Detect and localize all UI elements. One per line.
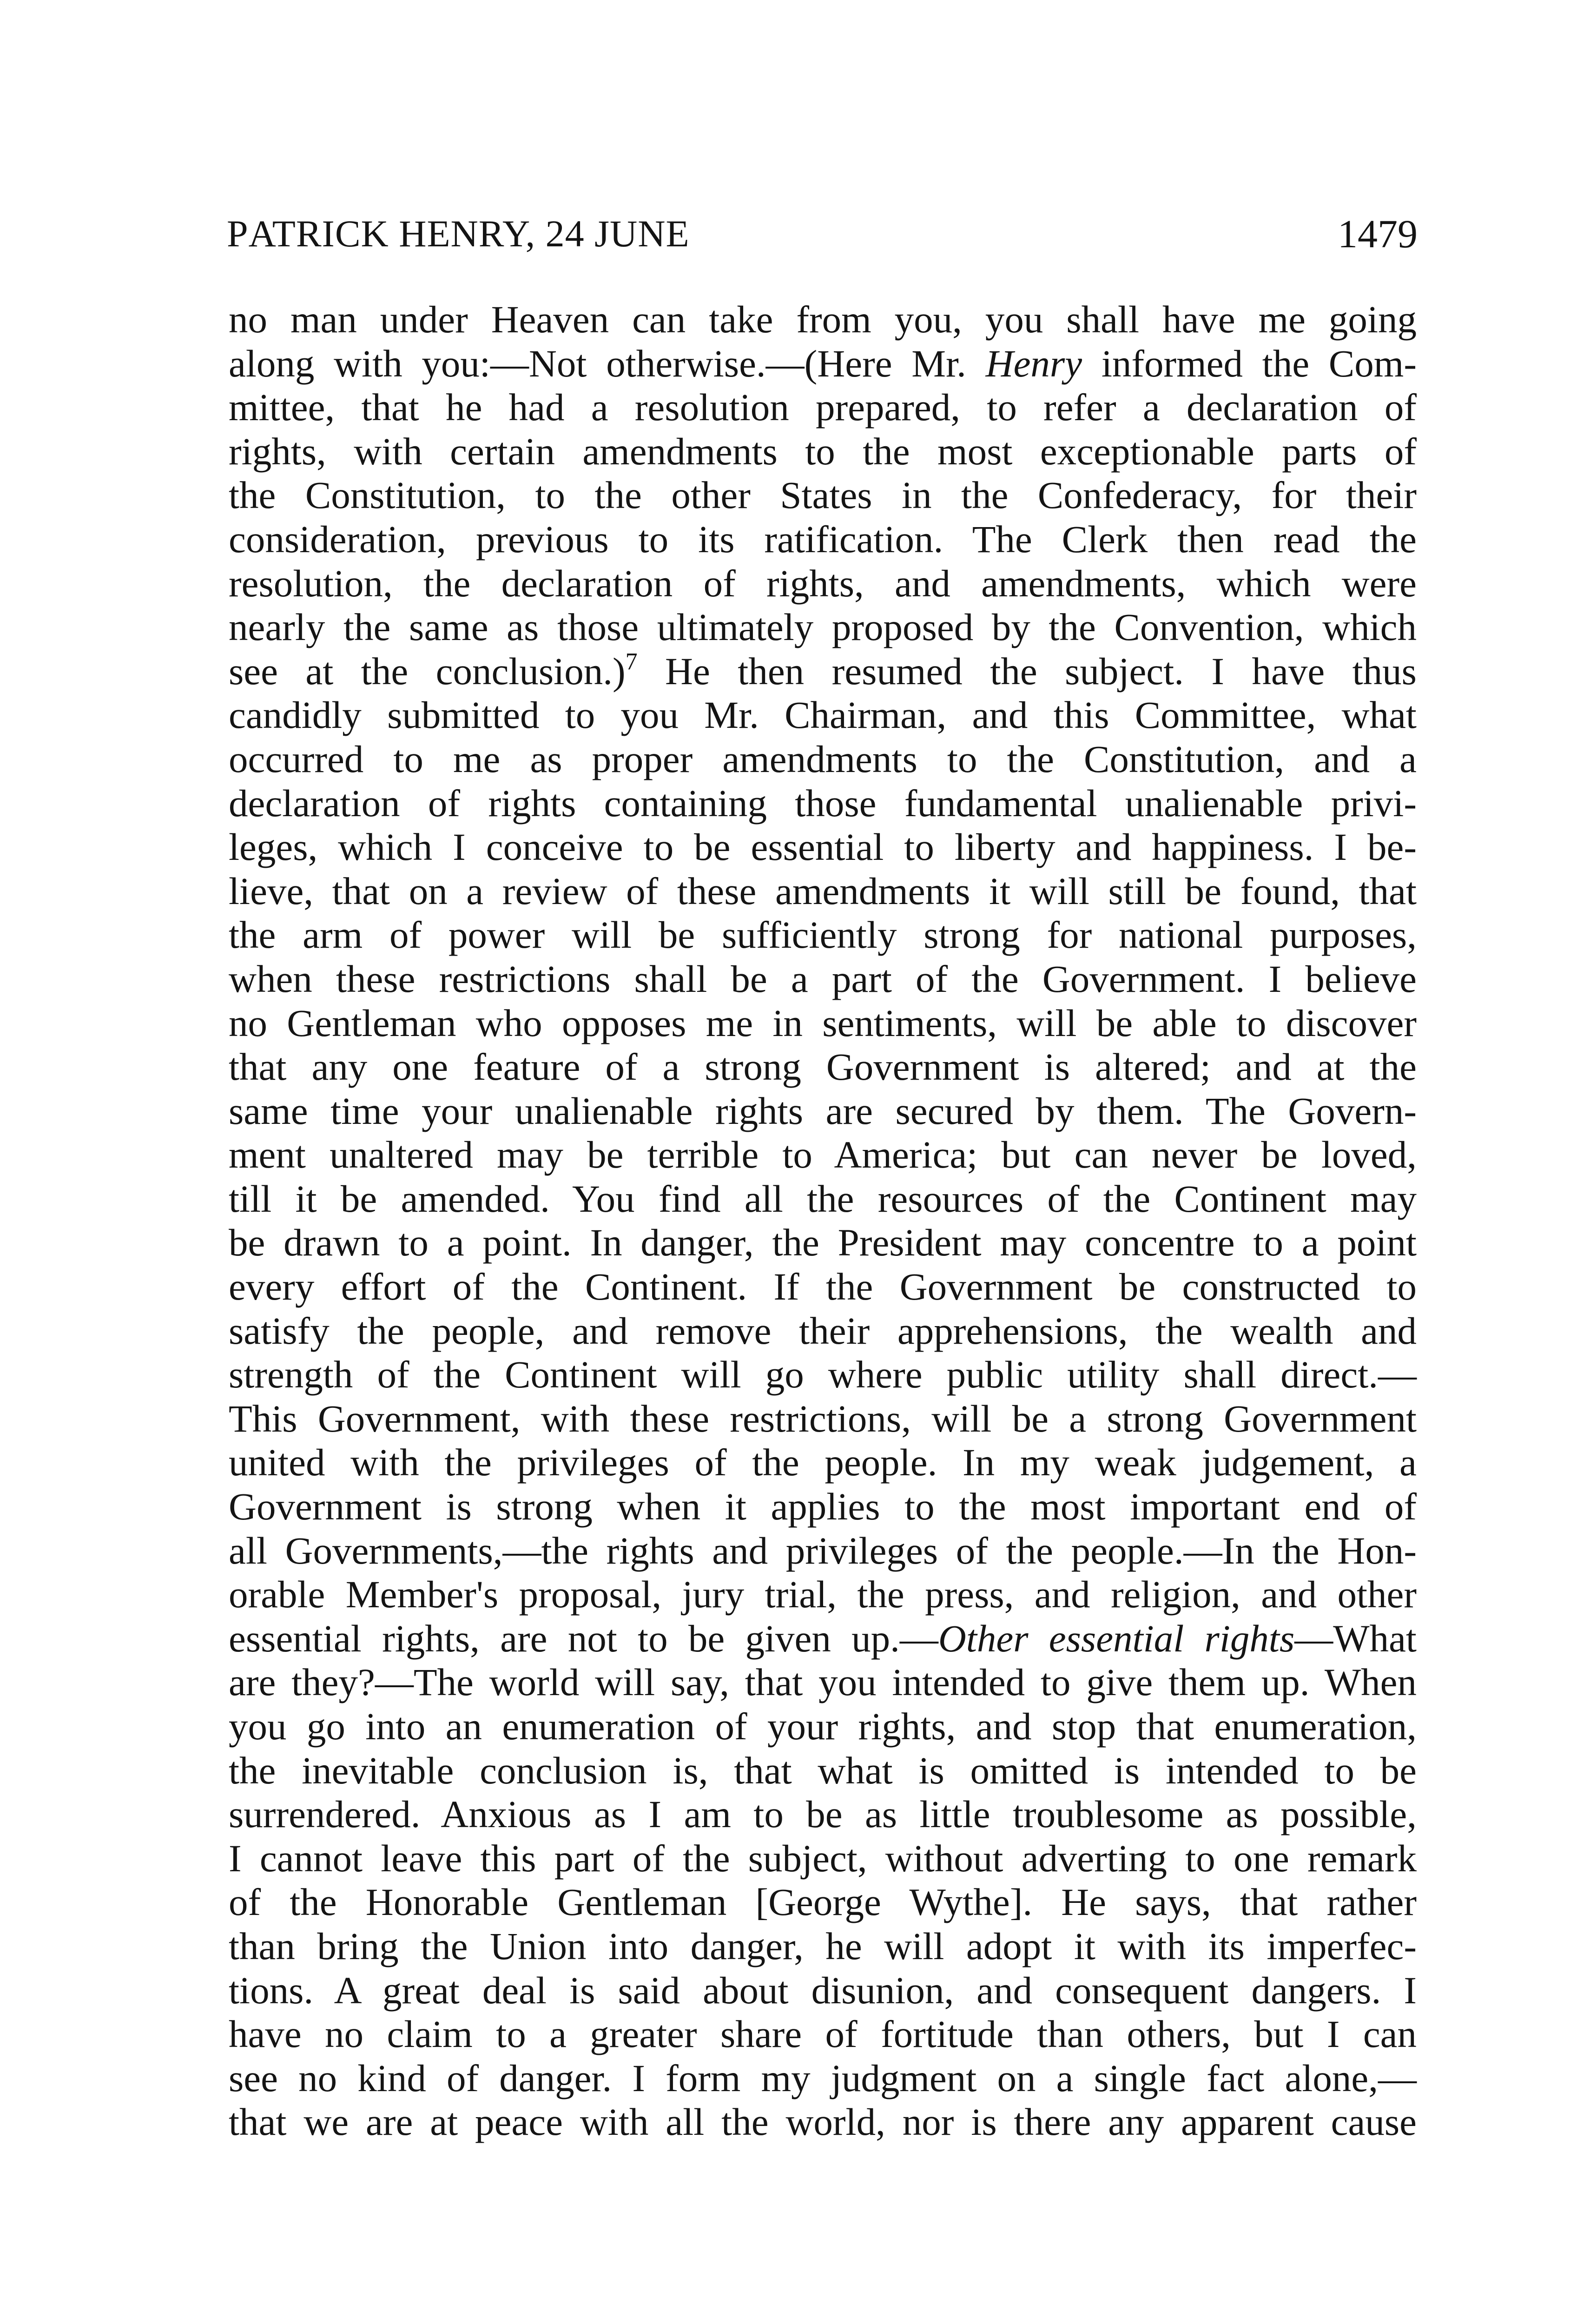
text-line [229,957,1417,1001]
text-line [229,1749,1417,1793]
text-line [229,1221,1417,1265]
text-run: ment unaltered may be terrible to America; but can never be loved, [229,1133,1417,1176]
text-line [229,1485,1417,1529]
text-run: have no claim to a greater share of fortitude than others, but I can [229,2013,1417,2056]
italic-text: Henry [985,342,1082,385]
italic-text: Other essential rights [938,1617,1295,1660]
text-run: be drawn to a point. In danger, the President may concentre to a point [229,1221,1417,1264]
text-run: declaration of rights containing those fundamental unalienable privi- [229,781,1417,825]
text-line [229,913,1417,957]
text-run: satisfy the people, and remove their apprehensions, the wealth and [229,1309,1417,1352]
text-line [229,1265,1417,1309]
text-run: that any one feature of a strong Government is altered; and at the [229,1045,1417,1089]
text-line [229,297,1417,342]
text-run: consideration, previous to its ratification. The Clerk then read the [229,517,1417,561]
text-run: leges, which I conceive to be essential to liberty and happiness. I be- [229,825,1417,869]
text-line [229,1529,1417,1573]
text-run: candidly submitted to you Mr. Chairman, and this Committee, what [229,693,1417,737]
running-head-title [227,208,690,259]
text-line [229,1045,1417,1089]
text-line [229,1968,1417,2013]
text-line [229,1309,1417,1353]
text-run: lieve, that on a review of these amendments it will still be found, that [229,869,1417,912]
text-run: than bring the Union into danger, he will adopt it with its imperfec- [229,1924,1417,1967]
text-line [229,781,1417,825]
text-run: till it be amended. You find all the resources of the Continent may [229,1177,1417,1220]
text-run: tions. A great deal is said about disunion, and consequent dangers. I [229,1968,1417,2012]
text-run: resolution, the declaration of rights, and amendments, which were [229,561,1417,605]
text-line [229,1001,1417,1045]
text-run: nearly the same as those ultimately proposed by the Convention, which [229,606,1417,649]
text-line [229,385,1417,429]
text-run: surrendered. Anxious as I am to be as little troublesome as possible, [229,1793,1417,1836]
text-line [229,1660,1417,1704]
footnote-marker: 7 [625,648,638,675]
text-run: see no kind of danger. I form my judgment on a single fact alone,— [229,2056,1417,2100]
text-run: essential rights, are not to be given up.— [229,1617,938,1660]
text-line [229,1880,1417,1924]
title-initial-j: J [594,212,610,255]
text-line [229,1572,1417,1617]
title-initial-h: H [399,212,427,255]
text-run: same time your unalienable rights are secured by them. The Govern- [229,1089,1417,1132]
text-run: Government is strong when it applies to the most important end of [229,1485,1417,1528]
text-run: no Gentleman who opposes me in sentiments, will be able to discover [229,1001,1417,1044]
text-line [229,342,1417,386]
text-run: along with you:—Not otherwise.—(Here Mr. [229,342,986,385]
text-run: This Government, with these restrictions, will be a strong Government [229,1397,1417,1440]
text-line [229,2056,1417,2100]
text-line [229,1177,1417,1221]
text-run: informed the Com- [1082,342,1417,385]
text-run: the arm of power will be sufficiently strong for national purposes, [229,913,1417,957]
text-run: mittee, that he had a resolution prepared, to refer a declaration of [229,386,1417,429]
text-run: see at the conclusion.) [229,649,626,693]
text-line [229,1792,1417,1836]
text-line [229,649,1417,693]
text-line [229,429,1417,474]
text-run: —What [1294,1617,1417,1660]
title-rest-patrick: ATRICK [248,212,399,255]
text-run: all Governments,—the rights and privileges of the people.—In the Hon- [229,1529,1417,1572]
text-run: the Constitution, to the other States in the Confederacy, for their [229,474,1417,517]
text-line [229,561,1417,606]
text-run: every effort of the Continent. If the Government be constructed to [229,1265,1417,1308]
text-run: He then resumed the subject. I have thus [637,649,1417,693]
text-line [229,1353,1417,1397]
text-line [229,693,1417,737]
text-line [229,1089,1417,1133]
text-line [229,869,1417,913]
text-line [229,1704,1417,1749]
text-run: no man under Heaven can take from you, you shall have me going [229,298,1417,341]
text-run: are they?—The world will say, that you intended to give them up. When [229,1661,1417,1704]
running-head [227,208,1418,259]
title-rest-henry: ENRY, 24 [427,212,595,255]
text-run: when these restrictions shall be a part of the Government. I believe [229,957,1417,1000]
text-line [229,737,1417,781]
text-run: I cannot leave this part of the subject, without adverting to one remark [229,1836,1417,1880]
text-line [229,1397,1417,1441]
text-line [229,1133,1417,1177]
text-line [229,2100,1417,2144]
body-text [229,297,1417,2144]
text-line [229,1836,1417,1881]
text-run: rights, with certain amendments to the most exceptionable parts of [229,429,1417,473]
page-number: 1479 [1338,211,1418,256]
text-run: you go into an enumeration of your rights, and stop that enumeration, [229,1705,1417,1748]
title-initial-p: P [227,212,249,255]
text-line [229,2012,1417,2056]
text-run: of the Honorable Gentleman [George Wythe]. He says, that rather [229,1881,1417,1924]
text-run: orable Member's proposal, jury trial, the press, and religion, and other [229,1573,1417,1616]
text-line [229,1617,1417,1661]
text-line [229,473,1417,517]
text-run: occurred to me as proper amendments to the Constitution, and a [229,737,1417,780]
text-run: united with the privileges of the people. In my weak judgement, a [229,1441,1417,1484]
text-run: strength of the Continent will go where public utility shall direct.— [229,1353,1417,1396]
text-line [229,517,1417,561]
text-line [229,1440,1417,1485]
text-run: that we are at peace with all the world, nor is there any apparent cause [229,2100,1417,2144]
text-run: the inevitable conclusion is, that what is omitted is intended to be [229,1749,1417,1792]
text-line [229,605,1417,649]
title-rest-june: UNE [610,212,690,255]
text-line [229,1924,1417,1968]
text-line [229,825,1417,869]
